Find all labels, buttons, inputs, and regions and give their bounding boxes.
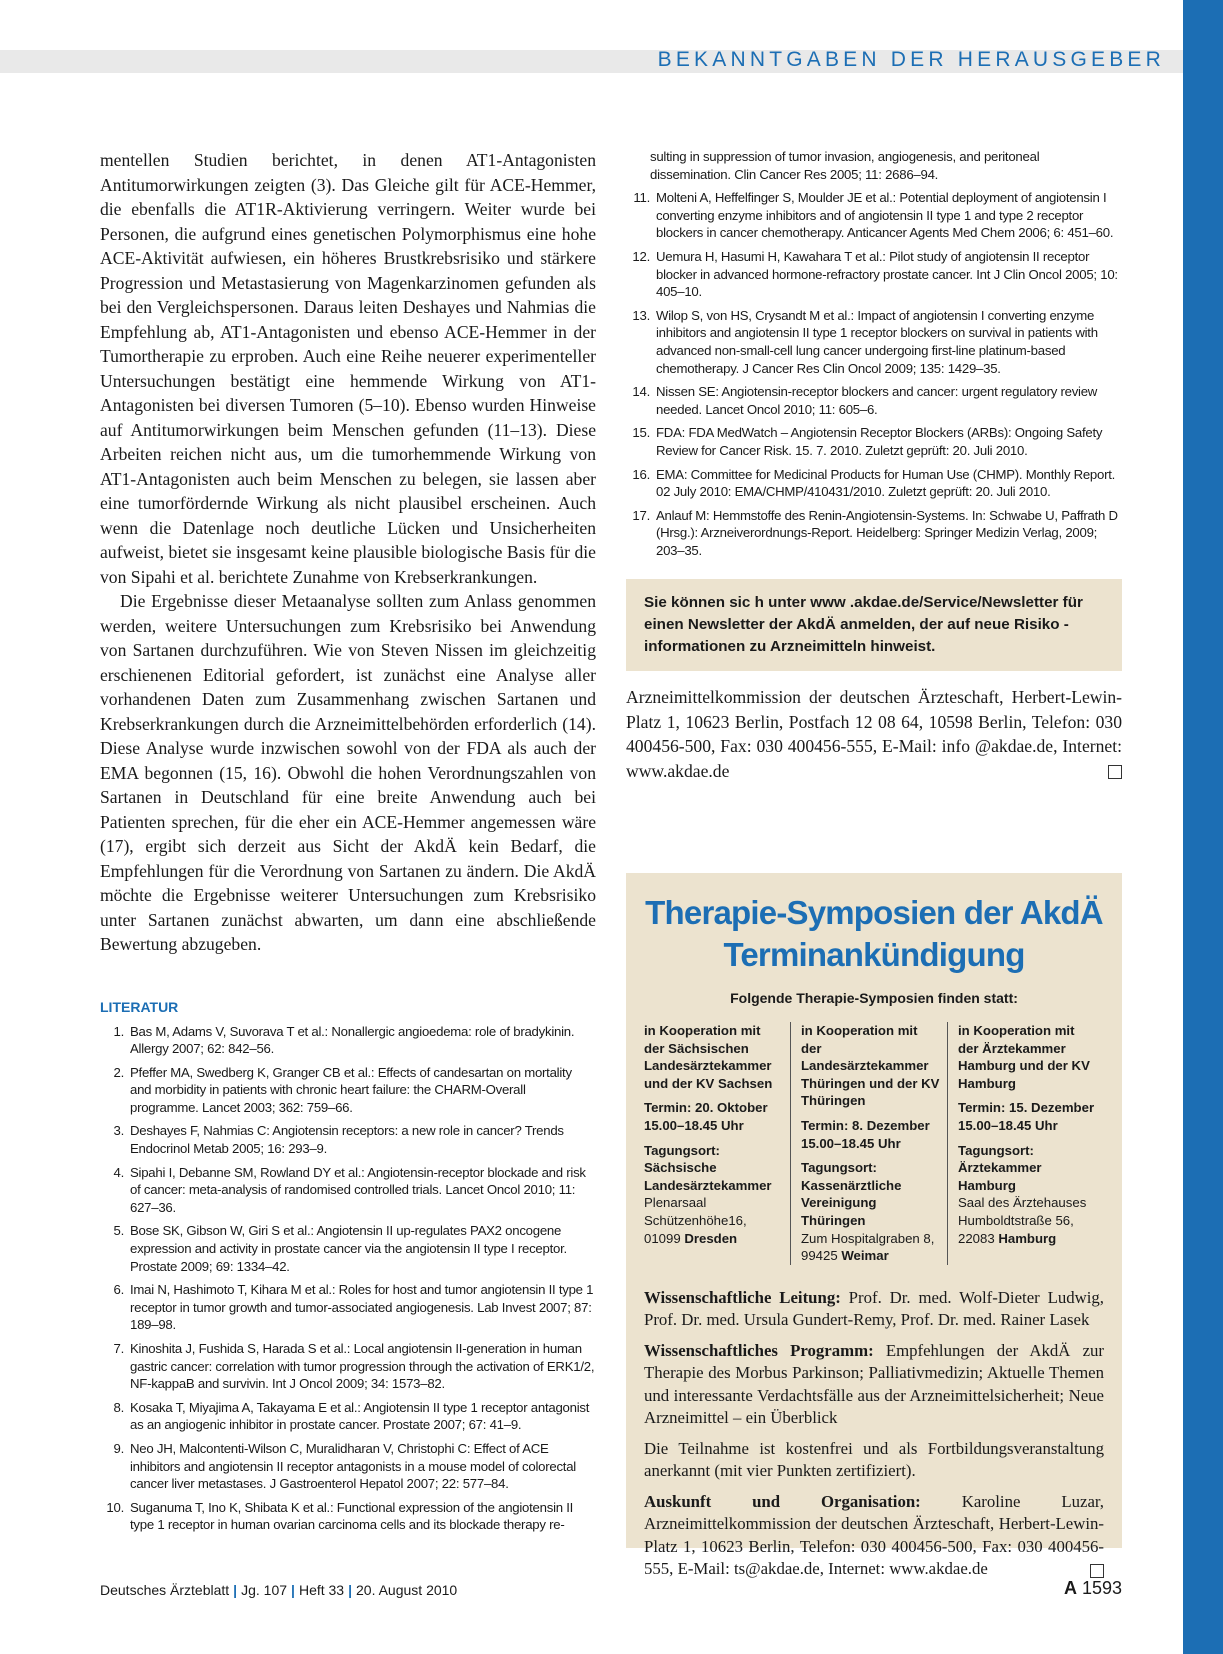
reference-text: Anlauf M: Hemmstoffe des Renin-Angiotensin-Systems. In: Schwabe U, Paffrath D (Hrsg.): Arzneiverordnungs-Report. Heidelberg: Springer Medizin Verlag, 2009; 203–35. [656, 507, 1118, 558]
page-footer [100, 1578, 1122, 1598]
journal-name: Deutsches Ärzteblatt [100, 1582, 230, 1598]
reference-number: 1. [113, 1023, 124, 1039]
symposium-hamburg [947, 1022, 1104, 1265]
contact-text: Arzneimittelkommission der deutschen Ärzteschaft, Herbert-Lewin-Platz 1, 10623 Berlin, Postfach 12 08 64, 10598 Berlin, Telefon: 030 400456-500, Fax: 030 400456-555, E-Mail: info @akdae.de, Internet: www.akdae.de [626, 687, 1122, 781]
cooperation-text: in Kooperation mit der Sächsischen Landesärztekammer und der KV Sachsen [644, 1023, 773, 1091]
symposium-weimar [790, 1022, 947, 1265]
reference-item [100, 1122, 596, 1157]
reference-item [100, 1222, 596, 1275]
cooperation-text: in Kooperation mit der Landesärztekammer Thüringen und der KV Thüringen [801, 1023, 940, 1109]
journal-issue: Heft 33 [298, 1582, 345, 1598]
time-text: 15.00–18.45 Uhr [644, 1117, 744, 1133]
page-number: A 1593 [1063, 1578, 1122, 1598]
reference-number: 13. [632, 307, 650, 323]
reference-item [626, 507, 1122, 560]
reference-item [626, 383, 1122, 418]
reference-text: EMA: Committee for Medicinal Products for Human Use (CHMP). Monthly Report. 02 July 2010: EMA/CHMP/410431/2010. Zuletzt geprüft: 20. Juli 2010. [656, 466, 1116, 500]
venue-label: Tagungsort: Kassenärztliche Vereinigung Thüringen [801, 1160, 902, 1228]
symposium-announcement-box [626, 873, 1122, 1579]
reference-text: Kinoshita J, Fushida S, Harada S et al.: Local angiotensin II-generation in human gastric cancer: correlation with tumor progression through the activation of ERK1/2, NF-kappaB and survivin. Int J Oncol 2009; 34: 1573–82. [130, 1341, 595, 1392]
reference-item [626, 248, 1122, 301]
reference-text: Deshayes F, Nahmias C: Angiotensin receptors: a new role in cancer? Trends Endocrinol Metab 2005; 16: 293–9. [130, 1123, 564, 1157]
reference-item [100, 1499, 596, 1534]
symposium-subtitle: Folgende Therapie-Symposien finden statt: [730, 990, 1018, 1006]
journal-info [100, 1582, 1122, 1598]
reference-number: 15. [632, 425, 650, 441]
time-text: 15.00–18.45 Uhr [958, 1117, 1058, 1133]
newsletter-box [626, 579, 1122, 671]
separator-icon: | [233, 1582, 238, 1598]
end-of-box-icon [1090, 1564, 1104, 1578]
literature-heading: LITERATUR [100, 998, 179, 1015]
venue-detail: Saal des Ärztehauses Humboldtstraße 56, [958, 1195, 1087, 1228]
reference-number: 17. [632, 507, 650, 523]
symposium-dresden [644, 1022, 790, 1265]
symposium-title [626, 892, 1122, 976]
symposium-title-line-1: Therapie-Symposien der AkdÄ [645, 894, 1103, 931]
contact-block [626, 685, 1122, 783]
reference-text: Pfeffer MA, Swedberg K, Granger CB et al.: Effects of candesartan on mortality and morbidity in patients with chronic heart failure: the CHARM-Overall programme. Lancet 2003; 362: 759–66. [130, 1064, 572, 1115]
date-text: Termin: 15. Dezember [958, 1100, 1095, 1116]
reference-number: 14. [632, 384, 650, 400]
reference-text: Bose SK, Gibson W, Giri S et al.: Angiotensin II up-regulates PAX2 oncogene expression and activity in prostate cancer via the angiotensin II type I receptor. Prostate 2009; 69: 1334–42. [130, 1223, 567, 1274]
right-column [626, 148, 1122, 783]
reference-text: Neo JH, Malcontenti-Wilson C, Muralidharan V, Christophi C: Effect of ACE inhibitors and angiotensin II receptor antagonists in a mouse model of colorectal cancer liver metastases. J Gastroenterol Hepatol 2007; 22: 577–84. [130, 1440, 576, 1492]
reference-number: 3. [113, 1123, 124, 1139]
reference-item [100, 1340, 596, 1393]
reference-text: Sipahi I, Debanne SM, Rowland DY et al.: Angiotensin-receptor blockade and risk of cancer: meta-analysis of randomised controlled trials. Lancet Oncol 2010; 11: 627–36. [130, 1164, 586, 1215]
left-column [100, 148, 596, 1540]
reference-text: Bas M, Adams V, Suvorava T et al.: Nonallergic angioedema: role of bradykinin. Allergy 2007; 62: 842–56. [130, 1023, 575, 1057]
reference-number: 12. [632, 248, 650, 264]
venue-city: 01099 Dresden [644, 1230, 738, 1246]
journal-volume: Jg. 107 [241, 1582, 288, 1598]
reference-number: 6. [113, 1282, 124, 1298]
venue-label: Tagungsort: Sächsische Landesärztekammer [644, 1142, 772, 1193]
reference-number: 8. [113, 1399, 124, 1415]
contact-organisation: Auskunft und Organisation: Karoline Luzar, Arzneimittelkommission der deutschen Ärzteschaft, Herbert-Lewin-Platz 1, 10623 Berlin, Telefon: 030 400456-500, Fax: 030 400456-555, E-Mail: ts@akdae.de, Internet: www.akdae.de [644, 1491, 1105, 1579]
reference-text: Kosaka T, Miyajima A, Takayama E et al.: Angiotensin II type 1 receptor antagonist as an angiogenic inhibitor in prostate cancer. Prostate 2007; 67: 41–9. [130, 1399, 590, 1433]
venue-city: 99425 Weimar [801, 1248, 889, 1264]
scientific-program: Wissenschaftliches Programm: Empfehlungen der AkdÄ zur Therapie des Morbus Parkinson; Palliativmedizin; Aktuelle Themen und interessante Verdachtsfälle aus der Arzneimittelsicherheit; Neue Arzneimittel – ein Überblick [644, 1340, 1104, 1428]
reference-item [100, 1281, 596, 1334]
participation-info: Die Teilnahme ist kostenfrei und als Fortbildungsveranstaltung anerkannt (mit vier Punkten zertifiziert). [644, 1438, 1104, 1481]
article-body [100, 148, 596, 957]
reference-item [626, 466, 1122, 501]
date-text: Termin: 8. Dezember [801, 1117, 930, 1133]
scientific-leadership: Wissenschaftliche Leitung: Prof. Dr. med. Wolf-Dieter Ludwig, Prof. Dr. med. Ursula Gundert-Remy, Prof. Dr. med. Rainer Lasek [644, 1287, 1104, 1330]
reference-item [626, 307, 1122, 377]
reference-text: Imai N, Hashimoto T, Kihara M et al.: Roles for host and tumor angiotensin II type 1 receptor in tumor growth and tumor-associated angiogenesis. Lab Invest 2007; 87: 189–98. [130, 1282, 594, 1333]
reference-number: 5. [113, 1223, 124, 1239]
date-text: Termin: 20. Oktober [644, 1100, 768, 1116]
venue-detail: Plenarsaal Schützenhöhe16, [644, 1195, 747, 1228]
reference-text: Suganuma T, Ino K, Shibata K et al.: Functional expression of the angiotensin II type 1 receptor in human ovarian carcinoma cells and its blockade therapy re- [130, 1499, 574, 1533]
reference-item [100, 1440, 596, 1493]
venue-city: 22083 Hamburg [958, 1230, 1057, 1246]
journal-date: 20. August 2010 [356, 1582, 458, 1598]
reference-text: Wilop S, von HS, Crysandt M et al.: Impact of angiotensin I converting enzyme inhibitors and angiotensin II type 1 receptor blockers on survival in patients with advanced non-small-cell lung cancer undergoing first-line platinum-based chemotherapy. J Cancer Res Clin Oncol 2009; 135: 1429–35. [656, 307, 1098, 376]
reference-list-right [626, 148, 1122, 559]
reference-item [100, 1064, 596, 1117]
separator-icon: | [291, 1582, 295, 1598]
blue-sidebar-strip [1183, 0, 1223, 1654]
venue-label: Tagungsort: Ärztekammer Hamburg [958, 1142, 1042, 1193]
reference-number: 10. [106, 1499, 124, 1515]
symposium-details [644, 1287, 1104, 1581]
symposium-columns [644, 1022, 1104, 1265]
reference-text: FDA: FDA MedWatch – Angiotensin Receptor Blockers (ARBs): Ongoing Safety Review for Cancer Risk. 15. 7. 2010. Zuletzt geprüft: 20. Juli 2010. [656, 425, 1103, 458]
reference-text: Nissen SE: Angiotensin-receptor blockers and cancer: urgent regulatory review needed. Lancet Oncol 2010; 11: 605–6. [656, 384, 1098, 417]
reference-number: 7. [113, 1341, 124, 1356]
reference-number: 11. [633, 190, 650, 206]
reference-item [626, 189, 1122, 242]
reference-number: 9. [113, 1440, 124, 1456]
reference-number: 4. [113, 1164, 124, 1180]
reference-number: 2. [113, 1064, 124, 1080]
venue-detail: Zum Hospitalgraben 8, [801, 1230, 935, 1246]
cooperation-text: in Kooperation mit der Ärztekammer Hamburg und der KV Hamburg [958, 1023, 1090, 1091]
reference-item [100, 1164, 596, 1217]
symposium-title-line-2: Terminankündigung [723, 936, 1025, 973]
newsletter-text: Sie können sic h unter www .akdae.de/Service/Newsletter für einen Newsletter der AkdÄ anmelden, der auf neue Risiko - informationen zu Arzneimitteln hinweist. [644, 594, 1083, 656]
reference-list-left [100, 1023, 596, 1534]
reference-item [626, 424, 1122, 459]
time-text: 15.00–18.45 Uhr [801, 1135, 901, 1151]
body-paragraph-1: mentellen Studien berichtet, in denen AT1-Antagonisten Antitumorwirkungen zeigten (3). Das Gleiche gilt für ACE-Hemmer, die ebenfalls die AT1R-Aktivierung verringern. Weiter wurde bei Personen, die aufgrund eines genetischen Polymorphismus eine hohe ACE-Aktivität aufwiesen, ein höheres Brustkrebsrisiko und stärkere Progression und Metastasierung von Magenkarzinomen gefunden als bei den Vergleichspersonen. Daraus leiten Deshayes und Nahmias die Empfehlung ab, AT1-Antagonisten und ebenso ACE-Hemmer in der Tumortherapie zu erproben. Auch eine Reihe neuerer experimenteller Untersuchungen bestätigt eine hemmende Wirkung von AT1-Antagonisten bei diversen Tumoren (5–10). Ebenso wurden Hinweise auf Antitumorwirkungen beim Menschen gefunden (11–13). Diese Arbeiten reichen nicht aus, um die tumorhemmende Wirkung von AT1-Antagonisten auch beim Menschen zu belegen, sie lassen aber eine tumorfördernde Wirkung als nicht plausibel erscheinen. Auch wenn die Datenlage noch deutliche Lücken und Unsicherheiten aufweist, bietet sie insgesamt keine plausible biologische Basis für die von Sipahi et al. berichtete Zunahme von Krebserkrankungen. [100, 150, 596, 587]
reference-10-continued: sulting in suppression of tumor invasion, angiogenesis, and peritoneal dissemination. Clin Cancer Res 2005; 11: 2686–94. [650, 149, 1040, 182]
end-of-article-box-icon [1108, 765, 1122, 779]
reference-number: 16. [632, 466, 650, 482]
reference-item [100, 1023, 596, 1058]
reference-text: Molteni A, Heffelfinger S, Moulder JE et al.: Potential deployment of angiotensin I converting enzyme inhibitors and of angiotensin II type 1 and type 2 receptor blockers in cancer chemotherapy. Anticancer Agents Med Chem 2006; 6: 451–60. [656, 190, 1114, 241]
separator-icon: | [348, 1582, 353, 1598]
section-title: BEKANNTGABEN DER HERAUSGEBER [657, 48, 1165, 71]
body-paragraph-2: Die Ergebnisse dieser Metaanalyse sollten zum Anlass genommen werden, weitere Untersuchungen zum Krebsrisiko bei Anwendung von Sartanen durchzuführen. Wie von Steven Nissen im gleichzeitig erschienenen Editorial gefordert, ist zunächst eine Analyse aller vorhandenen Daten zum Zusammenhang zwischen Sartanen und Krebserkrankungen durch die Arzneimittelbehörden erforderlich (14). Diese Analyse wurde inzwischen sowohl von der FDA als auch der EMA begonnen (15, 16). Obwohl die hohen Verordnungszahlen von Sartanen in Deutschland für eine breite Anwendung auch bei Patienten sprechen, für die eher ein ACE-Hemmer angemessen wäre (17), ergibt sich derzeit aus Sicht der AkdÄ kein Bedarf, die Empfehlungen für die Verordnung von Sartanen zu ändern. Die AkdÄ möchte die Ergebnisse weiterer Untersuchungen zum Krebsrisiko unter Sartanen zunächst abwarten, um dann eine abschließende Bewertung abzugeben. [100, 591, 596, 954]
reference-item [100, 1399, 596, 1434]
reference-text: Uemura H, Hasumi H, Kawahara T et al.: Pilot study of angiotensin II receptor blocker in advanced hormone-refractory prostate cancer. Int J Clin Oncol 2005; 10: 405–10. [656, 248, 1118, 300]
